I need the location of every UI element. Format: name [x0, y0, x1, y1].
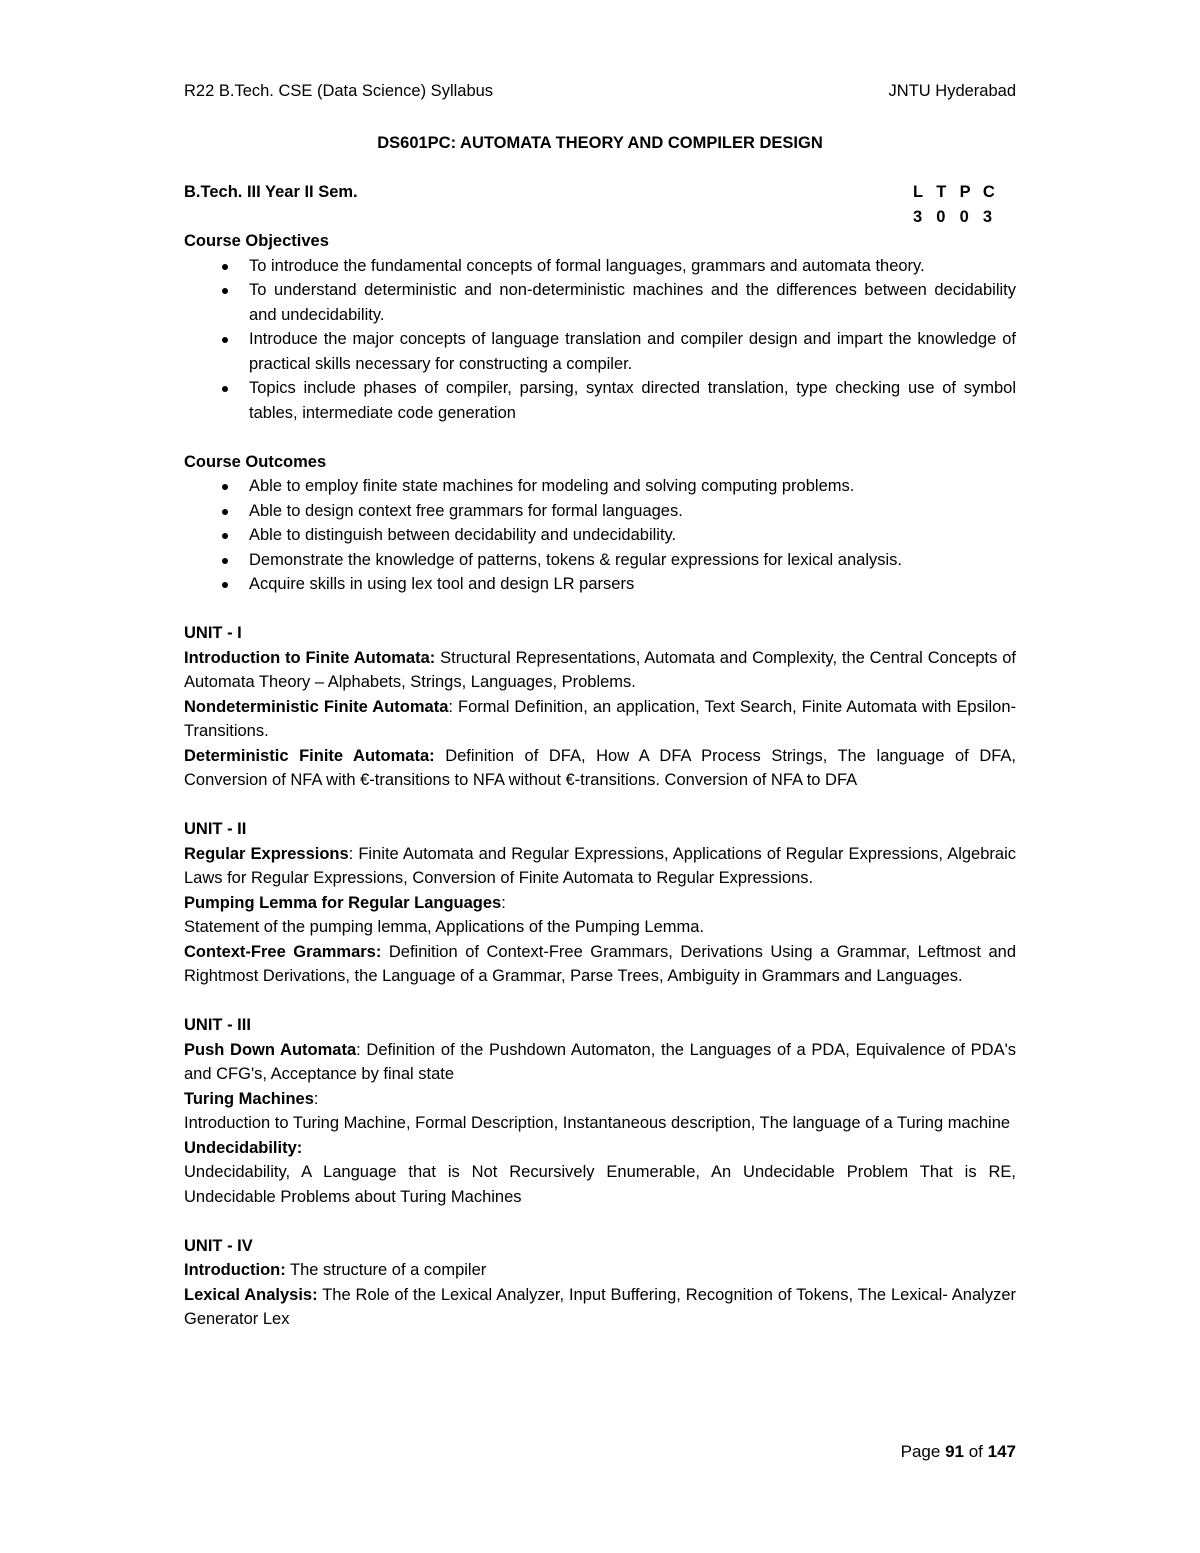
bullet-icon: [222, 288, 228, 294]
unit-topic: Regular Expressions: Finite Automata and Regular Expressions, Applications of Regular Expressions, Algebraic Laws for Regular Expressions, Conversion of Finite Automata to Regular Expressions.: [184, 844, 1016, 887]
unit-heading: UNIT - IV: [184, 1236, 253, 1255]
list-item: Acquire skills in using lex tool and design LR parsers: [184, 572, 1016, 597]
bullet-icon: [222, 533, 228, 539]
unit-topic: Nondeterministic Finite Automata: Formal Definition, an application, Text Search, Finite Automata with Epsilon-Transitions.: [184, 697, 1016, 740]
ltpc-value: 0: [959, 207, 969, 226]
bullet-icon: [222, 264, 228, 270]
unit-heading: UNIT - II: [184, 820, 247, 838]
ltpc-table: [913, 180, 1006, 229]
unit-1: [184, 621, 1016, 793]
outcomes-list: [184, 474, 1016, 597]
bullet-icon: [222, 509, 228, 515]
objectives-heading: Course Objectives: [184, 232, 329, 250]
ltpc-value: 3: [913, 207, 923, 226]
unit-heading: UNIT - III: [184, 1016, 251, 1034]
syllabus-body: [184, 229, 1016, 1332]
bullet-icon: [222, 337, 228, 343]
unit-topic: Undecidability:: [184, 1138, 303, 1157]
unit-topic: Introduction to Finite Automata: Structural Representations, Automata and Complexity, the Central Concepts of Automata Theory – Alphabets, Strings, Languages, Problems.: [184, 648, 1016, 691]
course-title: DS601PC: AUTOMATA THEORY AND COMPILER DESIGN: [377, 134, 823, 152]
bullet-icon: [222, 582, 228, 588]
ltpc-value: 3: [982, 207, 993, 226]
bullet-icon: [222, 484, 228, 490]
ltpc-label: L: [913, 183, 924, 201]
unit-topic: Lexical Analysis: The Role of the Lexical Analyzer, Input Buffering, Recognition of Tokens, The Lexical- Analyzer Generator Lex: [184, 1285, 1017, 1328]
unit-3: [184, 1013, 1016, 1209]
ltpc-value: 0: [936, 207, 946, 226]
list-item: Able to distinguish between decidability and undecidability.: [184, 523, 1016, 548]
page-number: Page 91 of 147: [900, 1442, 1016, 1461]
outcomes-heading: Course Outcomes: [184, 452, 327, 471]
bullet-icon: [222, 558, 228, 564]
list-item: Introduce the major concepts of language translation and compiler design and impart the knowledge of practical skills necessary for constructing a compiler.: [184, 327, 1016, 376]
unit-topic: Deterministic Finite Automata: Definition of DFA, How A DFA Process Strings, The language of DFA, Conversion of NFA with €-transitions to NFA without €-transitions. Conversion of NFA to DFA: [184, 746, 1017, 789]
unit-2: [184, 817, 1016, 989]
semester-label: B.Tech. III Year II Sem.: [184, 183, 358, 201]
unit-topic-text: Undecidability, A Language that is Not Recursively Enumerable, An Undecidable Problem That is RE, Undecidable Problems about Turing Machines: [184, 1163, 1016, 1206]
unit-topic-text: Statement of the pumping lemma, Applications of the Pumping Lemma.: [184, 918, 705, 936]
unit-topic: Turing Machines:: [184, 1089, 319, 1108]
list-item: Able to employ finite state machines for modeling and solving computing problems.: [184, 474, 1016, 499]
page-header: [184, 79, 1016, 104]
ltpc-label: T: [936, 183, 947, 201]
list-item: Topics include phases of compiler, parsing, syntax directed translation, type checking use of symbol tables, intermediate code generation: [184, 376, 1016, 425]
unit-4: [184, 1234, 1016, 1332]
ltpc-label: C: [982, 183, 995, 201]
unit-topic: Push Down Automata: Definition of the Pushdown Automaton, the Languages of a PDA, Equivalence of PDA's and CFG's, Acceptance by final state: [184, 1040, 1016, 1083]
ltpc-labels: [913, 180, 1006, 205]
objectives-list: [184, 254, 1016, 426]
header-left: R22 B.Tech. CSE (Data Science) Syllabus: [184, 82, 494, 100]
bullet-icon: [222, 386, 228, 392]
unit-topic-text: Introduction to Turing Machine, Formal Description, Instantaneous description, The language of a Turing machine: [184, 1114, 1011, 1132]
list-item: To understand deterministic and non-deterministic machines and the differences between decidability and undecidability.: [184, 278, 1016, 327]
unit-topic: Introduction: The structure of a compiler: [184, 1261, 487, 1279]
unit-heading: UNIT - I: [184, 624, 242, 642]
unit-topic: Pumping Lemma for Regular Languages:: [184, 893, 506, 912]
list-item: Demonstrate the knowledge of patterns, tokens & regular expressions for lexical analysis.: [184, 548, 1016, 573]
ltpc-values: [913, 205, 1006, 230]
ltpc-label: P: [959, 183, 971, 201]
unit-topic: Context-Free Grammars: Definition of Context-Free Grammars, Derivations Using a Grammar, Leftmost and Rightmost Derivations, the Language of a Grammar, Parse Trees, Ambiguity in Grammars and Languages.: [184, 942, 1017, 985]
list-item: Able to design context free grammars for formal languages.: [184, 499, 1016, 524]
list-item: To introduce the fundamental concepts of formal languages, grammars and automata theory.: [184, 254, 1016, 279]
header-right: JNTU Hyderabad: [888, 82, 1016, 100]
